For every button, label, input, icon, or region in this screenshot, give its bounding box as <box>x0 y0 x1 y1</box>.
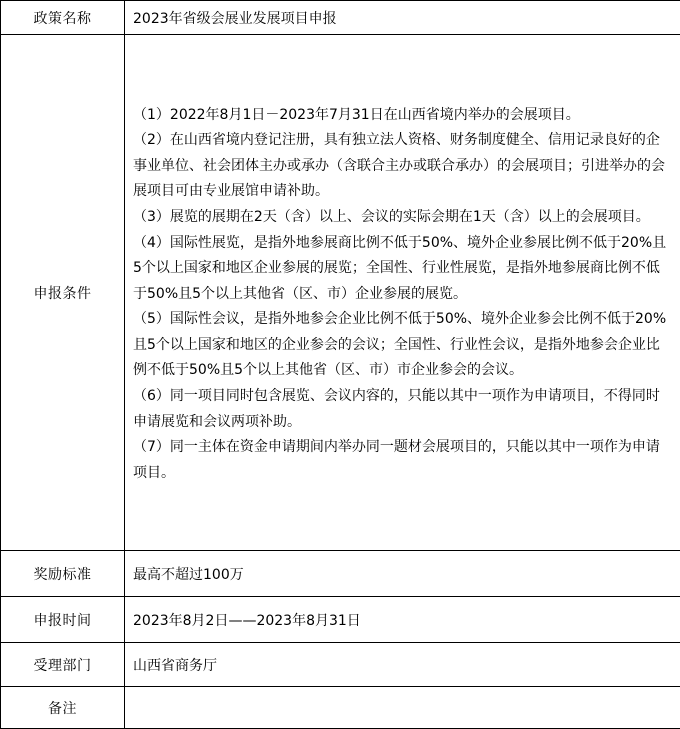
policy-name-label: 政策名称 <box>1 1 125 35</box>
condition-item-5: （5）国际性会议，是指外地参会企业比例不低于50%、境外企业参会比例不低于20%且5个以上国家和地区的企业参会的会议；全国性、行业性会议，是指外地参会企业比例不低于50%且5个以上其他省（区、市）市企业参会的会议。 <box>133 307 670 384</box>
department-label: 受理部门 <box>1 643 125 687</box>
condition-item-6: （6）同一项目同时包含展览、会议内容的，只能以其中一项作为申请项目，不得同时申请展览和会议两项补助。 <box>133 384 670 435</box>
department-value: 山西省商务厅 <box>125 643 680 687</box>
remarks-value <box>125 687 680 729</box>
policy-name-value: 2023年省级会展业发展项目申报 <box>125 1 680 35</box>
apply-time-row <box>1 597 680 643</box>
department-row <box>1 643 680 687</box>
conditions-row <box>1 35 680 551</box>
condition-item-3: （3）展览的展期在2天（含）以上、会议的实际会期在1天（含）以上的会展项目。 <box>133 205 670 231</box>
remarks-row <box>1 687 680 729</box>
condition-item-4: （4）国际性展览，是指外地参展商比例不低于50%、境外企业参展比例不低于20%且5个以上国家和地区企业参展的展览；全国性、行业性展览，是指外地参展商比例不低于50%且5个以上其他省（区、市）企业参展的展览。 <box>133 231 670 308</box>
reward-row <box>1 551 680 597</box>
apply-time-label: 申报时间 <box>1 597 125 643</box>
condition-item-1: （1）2022年8月1日－2023年7月31日在山西省境内举办的会展项目。 <box>133 103 670 129</box>
conditions-label: 申报条件 <box>1 35 125 551</box>
condition-item-7: （7）同一主体在资金申请期间内举办同一题材会展项目的，只能以其中一项作为申请项目。 <box>133 435 670 486</box>
apply-time-value: 2023年8月2日——2023年8月31日 <box>125 597 680 643</box>
reward-value: 最高不超过100万 <box>125 551 680 597</box>
condition-item-2: （2）在山西省境内登记注册，具有独立法人资格、财务制度健全、信用记录良好的企事业单位、社会团体主办或承办（含联合主办或联合承办）的会展项目；引进举办的会展项目可由专业展馆申请补助。 <box>133 128 670 205</box>
remarks-label: 备注 <box>1 687 125 729</box>
policy-name-row <box>1 1 680 35</box>
reward-label: 奖励标准 <box>1 551 125 597</box>
conditions-value <box>125 35 680 551</box>
